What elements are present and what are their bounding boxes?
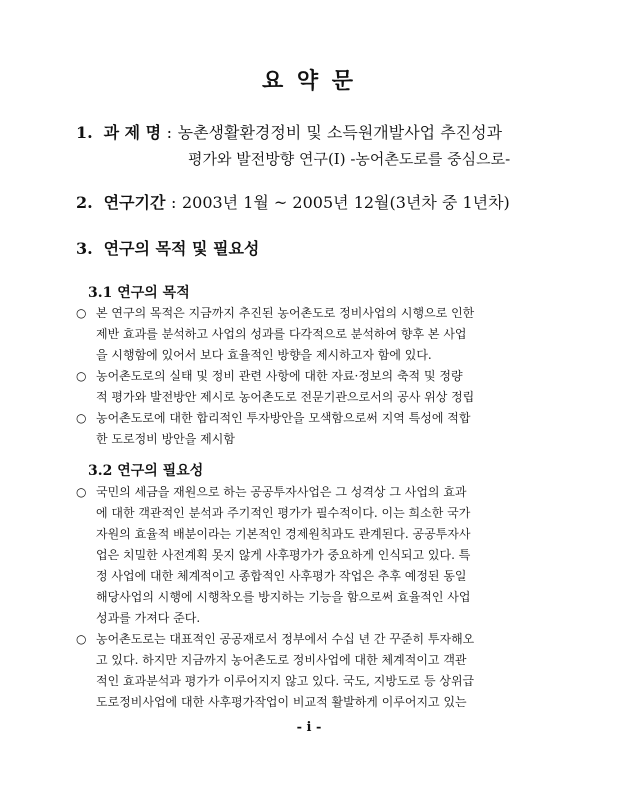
section1-label: 과 제 명 bbox=[103, 123, 162, 142]
bullet-marker: ○ bbox=[76, 306, 87, 320]
section2-value: 2003년 1월 ~ 2005년 12월(3년차 중 1년차) bbox=[181, 193, 510, 212]
list-item bbox=[76, 482, 470, 629]
list-item bbox=[76, 366, 474, 408]
text-line: 자원의 효율적 배분이라는 기본적인 경제원칙과도 관계된다. 공공투자사 bbox=[96, 527, 471, 541]
bullet-marker: ○ bbox=[76, 369, 87, 383]
list-item bbox=[76, 303, 474, 366]
section3-number: 3. bbox=[76, 239, 93, 258]
text-line: 농어촌도로에 대한 합리적인 투자방안을 모색함으로써 지역 특성에 적합 bbox=[96, 411, 471, 425]
section2-number: 2. bbox=[76, 193, 93, 212]
text-line: 정 사업에 대한 체계적이고 종합적인 사후평가 작업은 추후 예정된 동일 bbox=[96, 569, 467, 583]
text-line: 농어촌도로의 실태 및 정비 관련 사항에 대한 자료·정보의 축적 및 정량 bbox=[96, 369, 463, 383]
bullet-marker: ○ bbox=[76, 485, 87, 499]
section2-separator: : bbox=[170, 193, 177, 212]
page-number: - i - bbox=[296, 720, 322, 735]
section2-label: 연구기간 bbox=[103, 193, 166, 212]
page-title: 요 약 문 bbox=[261, 68, 357, 94]
section1-number: 1. bbox=[76, 123, 93, 142]
text-line: 도로정비사업에 대한 사후평가작업이 비교적 활발하게 이루어지고 있는 bbox=[96, 695, 467, 709]
subsection-3-2-heading: 3.2 연구의 필요성 bbox=[88, 463, 204, 479]
list-item bbox=[76, 629, 474, 713]
section1-separator: : bbox=[166, 123, 173, 142]
text-line: 농어촌도로는 대표적인 공공재로서 정부에서 수십 년 간 꾸준히 투자해오 bbox=[96, 632, 475, 646]
text-line: 본 연구의 목적은 지금까지 추진된 농어촌도로 정비사업의 시행으로 인한 bbox=[96, 306, 475, 320]
section2-heading bbox=[76, 190, 510, 213]
text-line: 한 도로정비 방안을 제시함 bbox=[96, 432, 235, 446]
text-line: 성과를 가져다 준다. bbox=[96, 611, 201, 625]
text-line: 고 있다. 하지만 지금까지 농어촌도로 정비사업에 대한 체계적이고 객관 bbox=[96, 653, 467, 667]
list-item bbox=[76, 408, 470, 450]
section3-heading bbox=[76, 236, 259, 259]
section1-value-line1: 농촌생활환경정비 및 소득원개발사업 추진성과 bbox=[177, 123, 503, 142]
bullet-marker: ○ bbox=[76, 632, 87, 646]
text-line: 해당사업의 시행에 시행착오를 방지하는 기능을 함으로써 효율적인 사업 bbox=[96, 590, 471, 604]
bullet-marker: ○ bbox=[76, 411, 87, 425]
text-line: 제반 효과를 분석하고 사업의 성과를 다각적으로 분석하여 향후 본 사업 bbox=[96, 327, 467, 341]
text-line: 국민의 세금을 재원으로 하는 공공투자사업은 그 성격상 그 사업의 효과 bbox=[96, 485, 467, 499]
text-line: 에 대한 객관적인 분석과 주기적인 평가가 필수적이다. 이는 희소한 국가 bbox=[96, 506, 471, 520]
section1-heading bbox=[76, 120, 502, 143]
text-line: 적인 효과분석과 평가가 이루어지지 않고 있다. 국도, 지방도로 등 상위급 bbox=[96, 674, 475, 688]
text-line: 업은 치밀한 사전계획 못지 않게 사후평가가 중요하게 인식되고 있다. 특 bbox=[96, 548, 471, 562]
text-line: 적 평가와 발전방안 제시로 농어촌도로 전문기관으로서의 공사 위상 정립 bbox=[96, 390, 475, 404]
section3-label: 연구의 목적 및 필요성 bbox=[103, 239, 260, 258]
text-line: 을 시행함에 있어서 보다 효율적인 방향을 제시하고자 함에 있다. bbox=[96, 348, 432, 362]
subsection-3-1-heading: 3.1 연구의 목적 bbox=[88, 285, 190, 301]
section1-value-line2: 평가와 발전방향 연구(Ⅰ) -농어촌도로를 중심으로- bbox=[188, 150, 511, 168]
